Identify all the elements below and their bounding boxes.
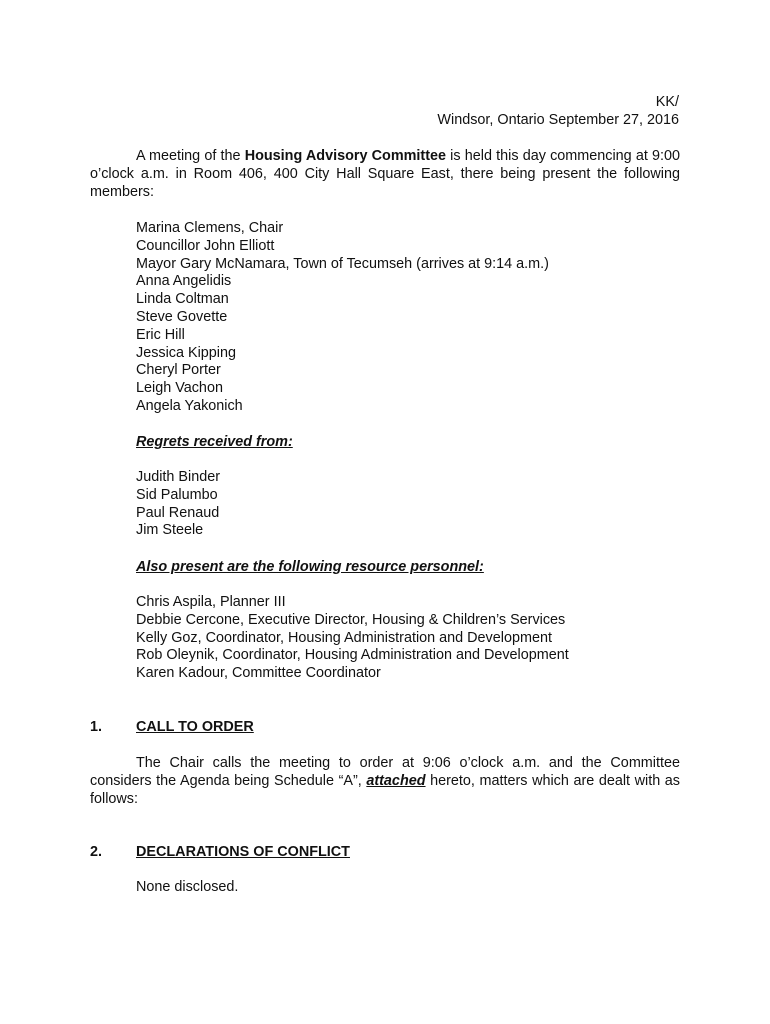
list-item: Sid Palumbo [136,486,218,503]
list-item: Karen Kadour, Committee Coordinator [136,665,381,682]
list-item: Leigh Vachon [136,380,223,397]
committee-name: Housing Advisory Committee [244,148,447,164]
section-paragraph: None disclosed. [136,879,239,895]
list-item: Chris Aspila, Planner III [136,594,286,610]
resource-heading: Also present are the following resource personnel: [136,559,484,575]
regrets-heading: Regrets received from: [136,434,293,450]
list-item: Steve Govette [136,308,228,325]
location-date: Windsor, Ontario September 27, 2016 [437,112,679,128]
list-item: Councillor John Elliott [136,237,275,254]
section-number: 1. [90,719,103,735]
list-item: Mayor Gary McNamara, Town of Tecumseh (arrives at 9:14 a.m.) [136,255,549,272]
list-item: Linda Coltman [136,291,229,308]
list-item: Rob Oleynik, Coordinator, Housing Administration and Development [136,647,569,664]
list-item: Jessica Kipping [136,344,236,361]
list-item: Debbie Cercone, Executive Director, Housing & Children’s Services [136,611,566,628]
author-initials: KK/ [655,94,679,110]
section-title: DECLARATIONS OF CONFLICT [136,844,350,860]
list-item: Kelly Goz, Coordinator, Housing Administration and Development [136,629,552,646]
list-item: Jim Steele [136,522,204,539]
intro-text-end: is held this day commencing at 9:00 o’clock a.m. in Room 406, 400 City Hall Square East, there being present the following members: [90,148,681,200]
intro-text-start: A meeting of the [136,148,245,164]
list-item: Anna Angelidis [136,273,232,290]
section-number: 2. [90,844,103,860]
list-item: Paul Renaud [136,504,220,521]
section-title: CALL TO ORDER [136,719,254,735]
list-item: Angela Yakonich [136,397,243,414]
resource-list [136,593,569,682]
members-list [136,219,549,415]
call-to-order-text-start: The Chair calls the meeting to order at 9:06 o’clock a.m. and the Committee considers the Agenda being Schedule “A”, [90,755,680,789]
list-item: Marina Clemens, Chair [136,220,284,236]
list-item: Judith Binder [136,469,220,485]
call-to-order-text-end: hereto, matters which are dealt with as follows: [90,773,680,807]
section-paragraph [90,754,680,808]
list-item: Eric Hill [136,326,185,343]
list-item: Cheryl Porter [136,362,221,379]
intro-paragraph [90,147,680,201]
attached-emphasis: attached [366,773,426,789]
regrets-list [136,468,220,539]
